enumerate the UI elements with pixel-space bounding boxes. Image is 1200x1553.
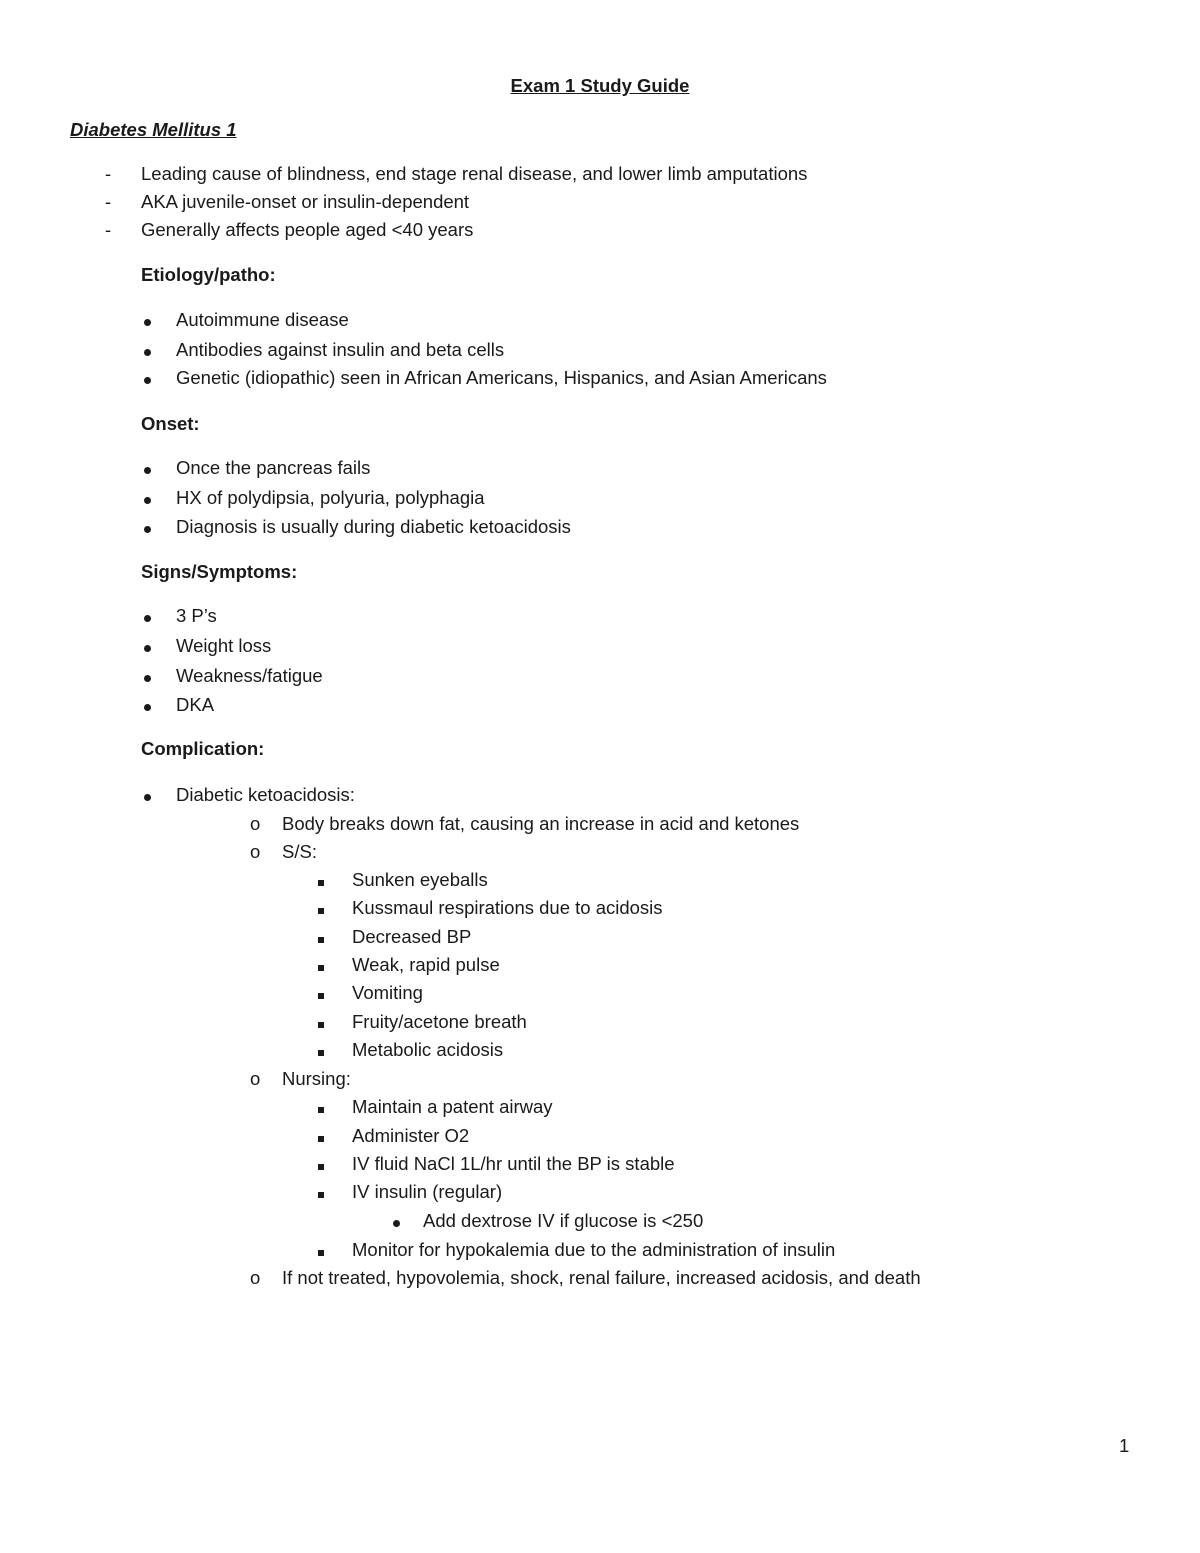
bullet-icon [144,515,151,539]
circle-bullet-icon: o [250,1267,261,1288]
bullet-icon [144,693,151,717]
list-item: Maintain a patent airway [352,1096,553,1117]
list-item: Leading cause of blindness, end stage renal disease, and lower limb amputations [141,163,808,184]
dash-marker: - [105,163,112,184]
square-bullet-icon [318,1124,324,1148]
list-item: DKA [176,694,215,715]
heading-etiology: Etiology/patho: [141,264,276,285]
list-item: Add dextrose IV if glucose is <250 [423,1210,704,1231]
square-bullet-icon [318,896,324,920]
square-bullet-icon [318,925,324,949]
square-bullet-icon [318,953,324,977]
heading-complication: Complication: [141,738,265,759]
bullet-icon [144,783,151,807]
bullet-icon [144,604,151,628]
square-bullet-icon [318,1238,324,1262]
circle-bullet-icon: o [250,813,261,834]
list-item: IV fluid NaCl 1L/hr until the BP is stable [352,1153,675,1174]
heading-signs-symptoms: Signs/Symptoms: [141,561,298,582]
bullet-icon [144,338,151,362]
bullet-icon [144,456,151,480]
list-item: AKA juvenile-onset or insulin-dependent [141,191,470,212]
list-item: Kussmaul respirations due to acidosis [352,897,663,918]
bullet-icon [144,634,151,658]
list-item: Nursing: [282,1068,351,1089]
list-item: Vomiting [352,982,423,1003]
list-item: If not treated, hypovolemia, shock, renal failure, increased acidosis, and death [282,1267,921,1288]
list-item: Fruity/acetone breath [352,1011,527,1032]
bullet-icon [144,366,151,390]
document-title: Exam 1 Study Guide [510,75,690,96]
section-title-diabetes-mellitus-1: Diabetes Mellitus 1 [70,119,237,140]
list-item: Genetic (idiopathic) seen in African Americans, Hispanics, and Asian Americans [176,367,827,388]
list-item: S/S: [282,841,317,862]
square-bullet-icon [318,981,324,1005]
list-item: Diabetic ketoacidosis: [176,784,355,805]
list-item: Metabolic acidosis [352,1039,504,1060]
circle-bullet-icon: o [250,1068,261,1089]
list-item: Generally affects people aged <40 years [141,219,474,240]
heading-onset: Onset: [141,413,200,434]
square-bullet-icon [318,1152,324,1176]
bullet-icon [393,1209,400,1233]
list-item: Diagnosis is usually during diabetic ketoacidosis [176,516,571,537]
page-number: 1 [1119,1435,1130,1456]
list-item: Body breaks down fat, causing an increase in acid and ketones [282,813,800,834]
square-bullet-icon [318,1038,324,1062]
square-bullet-icon [318,1010,324,1034]
bullet-icon [144,308,151,332]
list-item: Antibodies against insulin and beta cells [176,339,505,360]
list-item: Weight loss [176,635,272,656]
bullet-icon [144,486,151,510]
list-item: Sunken eyeballs [352,869,488,890]
circle-bullet-icon: o [250,841,261,862]
list-item: Monitor for hypokalemia due to the administration of insulin [352,1239,836,1260]
dash-marker: - [105,219,112,240]
square-bullet-icon [318,868,324,892]
list-item: IV insulin (regular) [352,1181,503,1202]
list-item: 3 P’s [176,605,217,626]
list-item: Weakness/fatigue [176,665,323,686]
list-item: Autoimmune disease [176,309,349,330]
dash-marker: - [105,191,112,212]
bullet-icon [144,664,151,688]
list-item: HX of polydipsia, polyuria, polyphagia [176,487,485,508]
list-item: Once the pancreas fails [176,457,371,478]
list-item: Weak, rapid pulse [352,954,500,975]
square-bullet-icon [318,1180,324,1204]
list-item: Decreased BP [352,926,472,947]
list-item: Administer O2 [352,1125,470,1146]
square-bullet-icon [318,1095,324,1119]
